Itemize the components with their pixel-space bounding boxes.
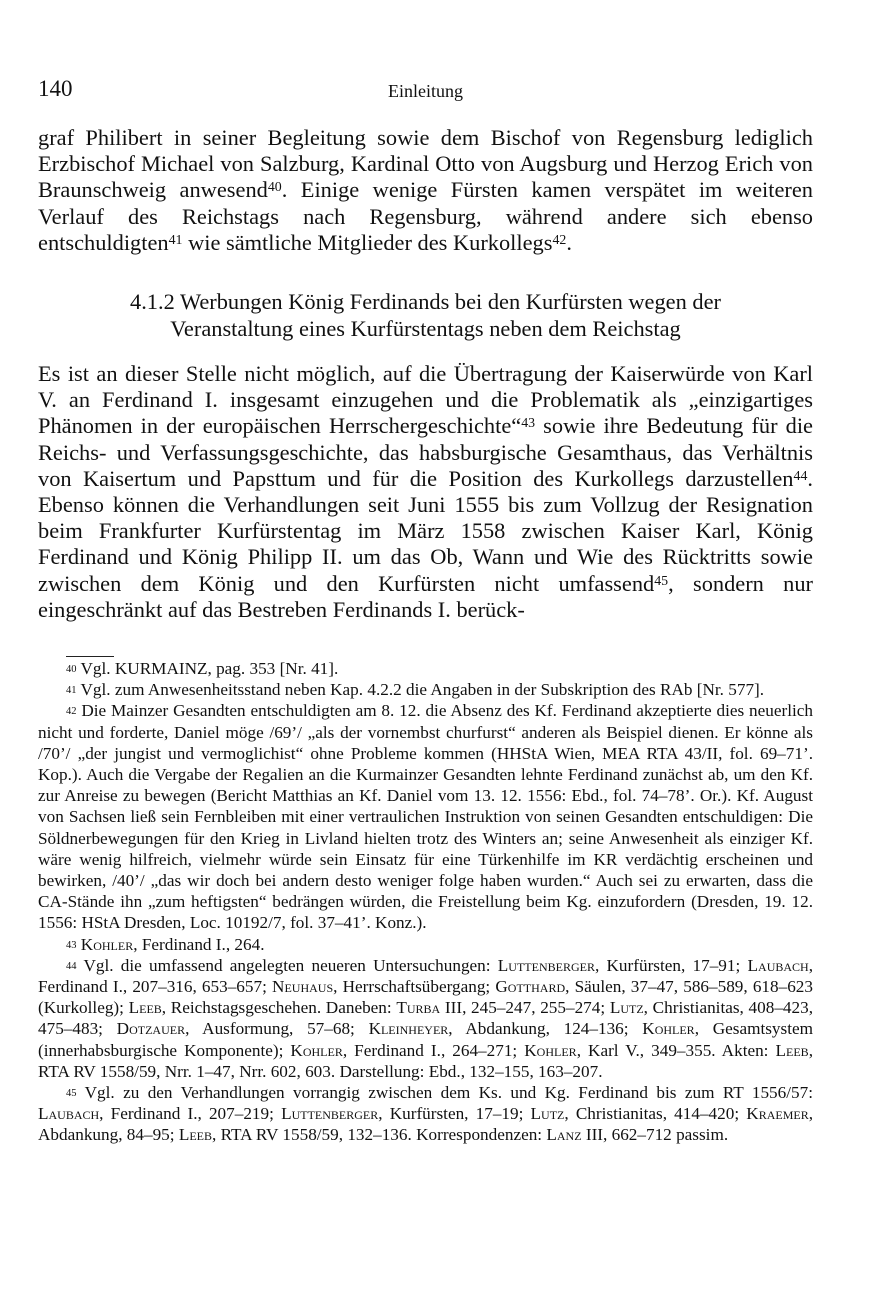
- footnote-42: $^{42}$ Die Mainzer Gesandten entschuldigten am 8. 12. die Absenz des Kf. Ferdinand akzeptierte dies neuerlich nicht und forderte, Daniel möge /69’/ „als der vornembst churfurst“ anderen als Beispiel dienen. Er könne als /70’/ „der jungist und vermoglichist“ ohne Probleme kommen (HHStA Wien, MEA RTA 43/II, fol. 69–71’. Kop.). Auch die Vergabe der Regalien an die Kurmainzer Gesandten lehnte Ferdinand zunächst ab, um den Kf. zur Anreise zu bewegen (Bericht Matthias an Kf. Daniel vom 13. 12. 1556: Ebd., fol. 74–78’. Or.). Kf. August von Sachsen ließ sein Fernbleiben mit einer vertraulichen Instruktion von seinen Gesandten entschuldigen: Die Söldnerbewegungen für den Krieg in Livland hielten trotz des Winters an; seine Anwesenheit als einziger Kf. wäre wenig hilfreich, vielmehr würde sein Einsatz für eine Türkenhilfe im KR verdächtig erscheinen und bewirken, /40’/ „das wir doch bei andern desto weniger folge haben wurden.“ Auch sei zu erwarten, dass die CA-Stände ihn „zum heftigsten“ bedrängen würden, die Freistellung beim Kg. einzufordern (Dresden, 19. 12. 1556: HStA Dresden, Loc. 10192/7, fol. 37–41’. Konz.).: [38, 701, 813, 933]
- author-name: Leeb: [775, 1040, 809, 1060]
- footnote-ref[interactable]: 41: [168, 232, 183, 248]
- main-paragraph: Es ist an dieser Stelle nicht möglich, auf die Übertragung der Kaiserwürde von Karl V. an Ferdinand I. insgesamt einzugehen und die Problematik als „einzigartiges Phänomen in der europäischen Herrschergeschichte“$^{43}$ sowie ihre Bedeutung für die Reichs- und Verfassungsgeschichte, das habsburgische Gesamthaus, das Verhältnis von Kaisertum und Papsttum und für die Position des Kurkollegs darzustellen$^{44}$. Ebenso können die Verhandlungen seit Juni 1555 bis zum Vollzug der Resignation beim Frankfurter Kurfürstentag im März 1558 zwischen Kaiser Karl, König Ferdinand und König Philipp II. um das Ob, Wann und Wie des Rücktritts sowie zwischen dem König und den Kurfürsten nicht umfassend$^{45}$, sondern nur eingeschränkt auf das Bestreben Ferdinands I. berück-: [38, 361, 813, 622]
- running-head: Einleitung: [388, 81, 463, 101]
- footnote-ref[interactable]: 42: [552, 232, 567, 248]
- page-number: 140: [38, 76, 73, 101]
- footnote-ref[interactable]: 45: [654, 573, 669, 589]
- footnote-ref[interactable]: 43: [521, 416, 536, 432]
- footnote-44: $^{44}$ Vgl. die umfassend angelegten neueren Untersuchungen: Luttenberger, Kurfürsten, 17–91; Laubach, Ferdinand I., 207–316, 653–657; Neuhaus, Herrschaftsübergang; Gotthard, Säulen, 37–47, 586–589, 618–623 (Kurkolleg); Leeb, Reichstagsgeschehen. Daneben: Turba III, 245–247, 255–274; Lutz, Christianitas, 408–423, 475–483; Dotzauer, Ausformung, 57–68; Kleinheyer, Abdankung, 124–136; Kohler, Gesamtsystem (innerhabsburgische Komponente); Kohler, Ferdinand I., 264–271; Kohler, Karl V., 349–355. Akten: Leeb, RTA RV 1558/59, Nrr. 1–47, Nrr. 602, 603. Darstellung: Ebd., 132–155, 163–207.: [38, 955, 813, 1081]
- footnote-43: $^{43}$ Kohler, Ferdinand I., 264.: [66, 934, 265, 954]
- author-name: Luttenberger: [497, 955, 595, 975]
- section-heading: [78, 289, 773, 342]
- author-name: Leeb: [178, 1125, 213, 1145]
- author-name: Lanz: [546, 1125, 582, 1145]
- footnotes: [38, 658, 813, 1146]
- author-name: Lutz: [609, 998, 644, 1018]
- author-name: Leeb: [128, 998, 162, 1018]
- author-name: Lutz: [530, 1104, 565, 1124]
- author-name: Luttenberger: [281, 1104, 379, 1124]
- author-name: Kohler: [642, 1019, 695, 1039]
- author-name: Kleinheyer: [368, 1019, 449, 1039]
- footnote-ref[interactable]: 44: [793, 468, 808, 484]
- author-name: Kohler: [524, 1040, 577, 1060]
- section-heading-line-1: 4.1.2 Werbungen König Ferdinands bei den Kurfürsten wegen der: [130, 289, 721, 314]
- page-header: [38, 76, 813, 106]
- footnote-divider: [66, 656, 114, 657]
- footnote-mark: 42: [66, 706, 77, 718]
- intro-paragraph: graf Philibert in seiner Begleitung sowie dem Bischof von Regensburg lediglich Erzbischof Michael von Salzburg, Kardinal Otto von Augsburg und Herzog Erich von Braunschweig anwesend$^{40}$. Einige wenige Fürsten kamen verspätet im weiteren Verlauf des Reichstags nach Regensburg, während andere sich ebenso entschuldigten$^{41}$ wie sämtliche Mitglieder des Kurkollegs$^{42}$.: [38, 125, 813, 255]
- footnote-mark: 41: [66, 685, 77, 697]
- author-name: Gotthard: [495, 977, 566, 997]
- author-name: Turba: [396, 998, 441, 1018]
- footnote-mark: 43: [66, 939, 77, 951]
- author-name: Laubach: [747, 955, 809, 975]
- author-name: Laubach: [38, 1104, 100, 1124]
- footnote-40: $^{40}$ Vgl. KURMAINZ, pag. 353 [Nr. 41].: [66, 659, 339, 678]
- section-heading-line-2: Veranstaltung eines Kurfürstentags neben dem Reichstag: [170, 315, 681, 341]
- footnote-41: $^{41}$ Vgl. zum Anwesenheitsstand neben Kap. 4.2.2 die Angaben in der Subskription des RAb [Nr. 577].: [66, 680, 765, 700]
- author-name: Kraemer: [746, 1104, 809, 1124]
- author-name: Kohler: [290, 1040, 343, 1060]
- footnote-ref[interactable]: 40: [267, 180, 282, 196]
- author-name: Kohler: [80, 934, 134, 954]
- footnote-mark: 44: [66, 960, 77, 972]
- author-name: Neuhaus: [272, 977, 334, 997]
- footnote-mark: 45: [66, 1088, 77, 1100]
- footnote-45: $^{45}$ Vgl. zu den Verhandlungen vorrangig zwischen dem Ks. und Kg. Ferdinand bis zum RT 1556/57: Laubach, Ferdinand I., 207–219; Luttenberger, Kurfürsten, 17–19; Lutz, Christianitas, 414–420; Kraemer, Abdankung, 84–95; Leeb, RTA RV 1558/59, 132–136. Korrespondenzen: Lanz III, 662–712 passim.: [38, 1083, 813, 1145]
- footnote-mark: 40: [66, 664, 77, 675]
- author-name: Dotzauer: [116, 1019, 186, 1039]
